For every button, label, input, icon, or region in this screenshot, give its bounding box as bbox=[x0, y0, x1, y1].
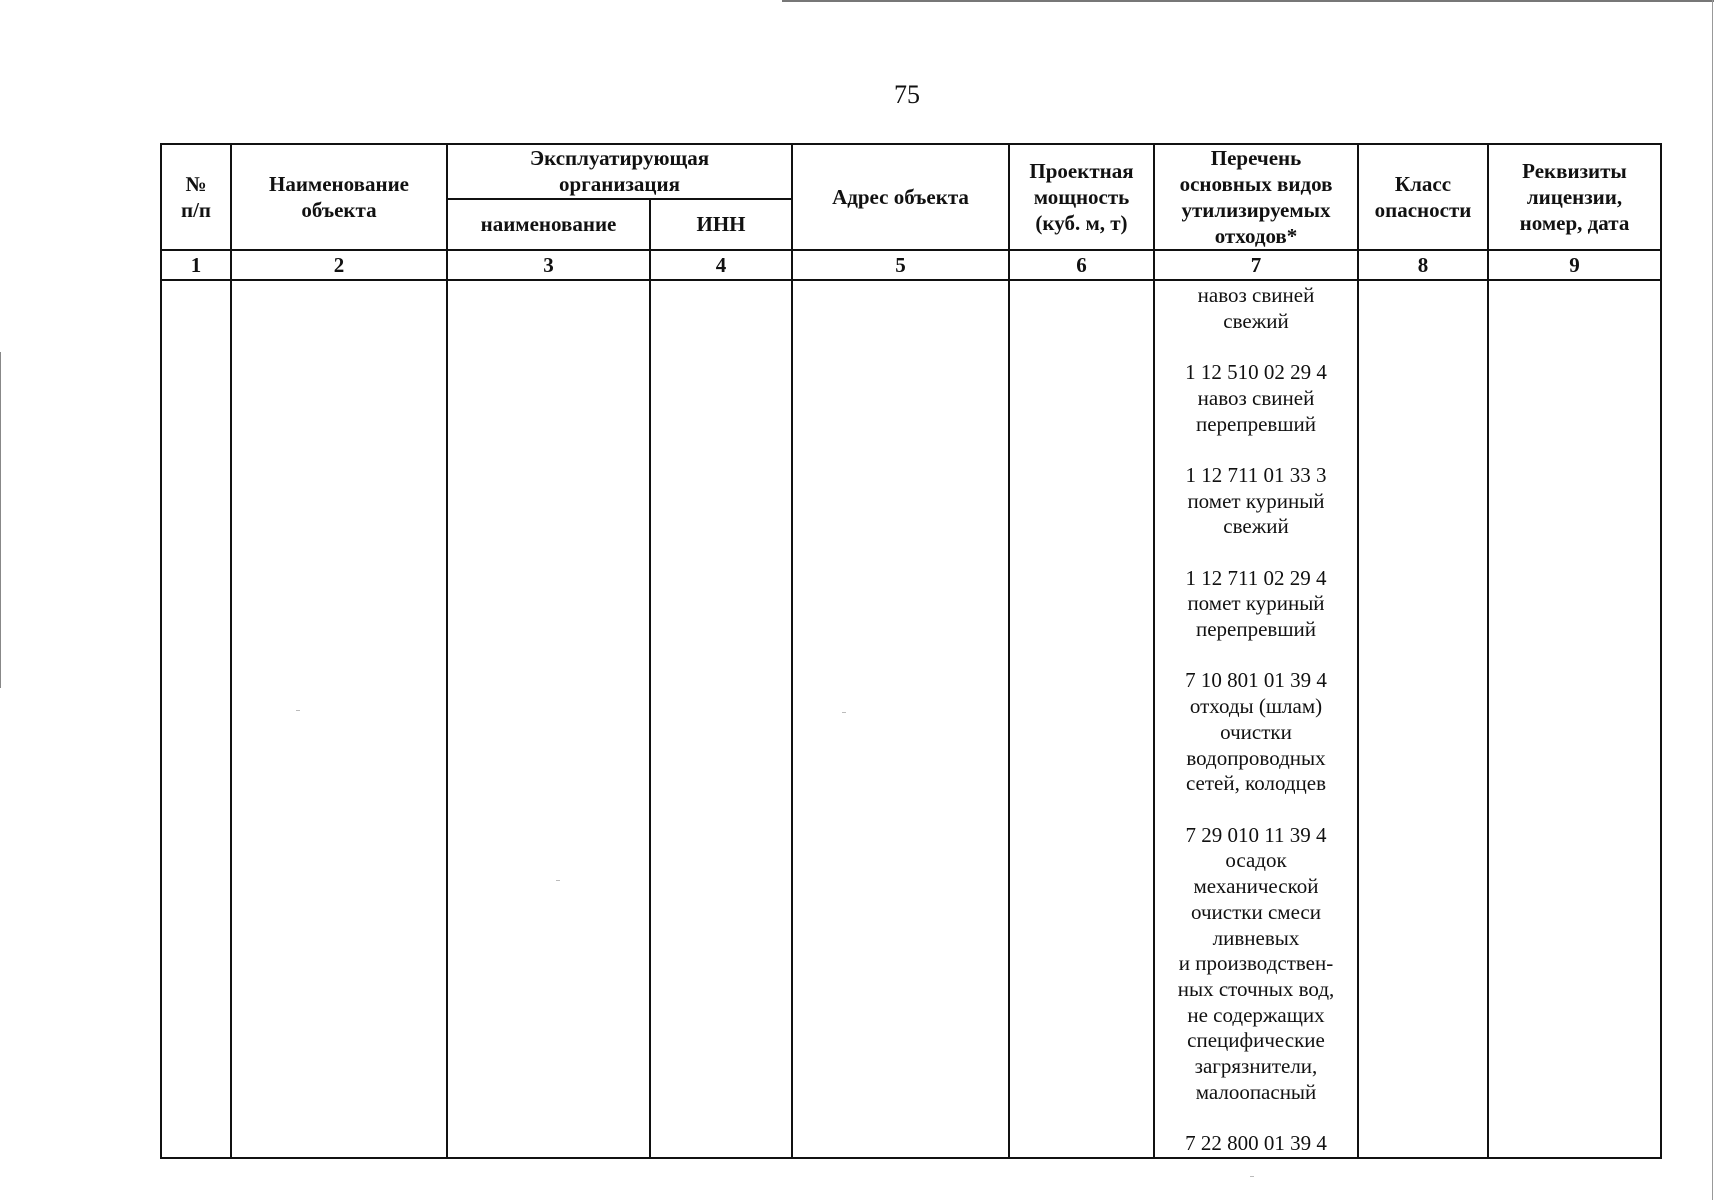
waste-entry-line: 1 12 711 02 29 4 bbox=[1185, 565, 1327, 590]
scan-edge-top bbox=[782, 0, 1714, 2]
column-number: 7 bbox=[1154, 250, 1358, 280]
waste-entry bbox=[1155, 1131, 1357, 1157]
waste-entry-line: свежий bbox=[1223, 514, 1289, 539]
column-number: 4 bbox=[650, 250, 792, 280]
scan-edge-left bbox=[0, 352, 1, 688]
cell-row-number bbox=[161, 280, 231, 1158]
waste-entry-line: 7 29 010 11 39 4 bbox=[1185, 822, 1327, 847]
waste-entry-line: механической bbox=[1193, 874, 1319, 899]
cell-license-details bbox=[1488, 280, 1661, 1158]
waste-entry-line: и производствен- bbox=[1178, 951, 1334, 976]
cell-org-inn bbox=[650, 280, 792, 1158]
waste-entry-line: навоз свиней bbox=[1197, 283, 1315, 307]
header-license-details: Реквизиты лицензии, номер, дата bbox=[1488, 144, 1661, 250]
scan-speck bbox=[556, 880, 560, 881]
waste-entry bbox=[1155, 668, 1357, 797]
cell-object-address bbox=[792, 280, 1009, 1158]
waste-entry bbox=[1155, 823, 1357, 1106]
waste-entry-line: свежий bbox=[1223, 308, 1289, 333]
header-operating-organization: Эксплуатирующая организация bbox=[447, 144, 792, 199]
waste-entry-line: помет куриный bbox=[1187, 488, 1325, 513]
waste-entry bbox=[1155, 283, 1357, 334]
waste-entry-line: малоопасный bbox=[1195, 1079, 1317, 1104]
waste-entry-line: водопроводных bbox=[1186, 745, 1326, 770]
waste-facility-table bbox=[160, 143, 1662, 1159]
column-number: 8 bbox=[1358, 250, 1488, 280]
waste-entry-line: осадок bbox=[1225, 848, 1287, 873]
waste-entry-line: 7 22 800 01 39 4 bbox=[1185, 1131, 1327, 1156]
scan-speck bbox=[1250, 1176, 1254, 1177]
header-org-name: наименование bbox=[447, 199, 650, 251]
header-row-number: № п/п bbox=[161, 144, 231, 250]
waste-entry-line: перепревший bbox=[1195, 411, 1316, 436]
scan-edge-right bbox=[1712, 0, 1713, 1200]
cell-hazard-class bbox=[1358, 280, 1488, 1158]
waste-entry-line: 1 12 510 02 29 4 bbox=[1185, 360, 1327, 385]
column-number: 5 bbox=[792, 250, 1009, 280]
column-number: 9 bbox=[1488, 250, 1661, 280]
scan-speck bbox=[842, 712, 846, 713]
header-waste-types: Перечень основных видов утилизируемых отходов* bbox=[1154, 144, 1358, 250]
page-number: 75 bbox=[894, 80, 920, 109]
waste-entry-line: отходы (шлам) bbox=[1189, 694, 1323, 719]
waste-entry-line: ных сточных вод, bbox=[1177, 976, 1335, 1001]
header-hazard-class: Класс опасности bbox=[1358, 144, 1488, 250]
waste-entry bbox=[1155, 463, 1357, 540]
cell-design-capacity bbox=[1009, 280, 1154, 1158]
waste-entry-line: очистки bbox=[1220, 719, 1292, 744]
waste-entry-line: специфические bbox=[1187, 1028, 1325, 1053]
cell-waste-types bbox=[1154, 280, 1358, 1158]
column-number: 2 bbox=[231, 250, 447, 280]
waste-entry-line: перепревший bbox=[1195, 617, 1316, 642]
column-number: 6 bbox=[1009, 250, 1154, 280]
scan-speck bbox=[296, 710, 300, 711]
waste-types-list bbox=[1155, 283, 1357, 1157]
header-design-capacity: Проектная мощность (куб. м, т) bbox=[1009, 144, 1154, 250]
waste-entry-line: навоз свиней bbox=[1197, 385, 1315, 410]
waste-entry bbox=[1155, 360, 1357, 437]
column-number: 3 bbox=[447, 250, 650, 280]
waste-entry-line: загрязнители, bbox=[1194, 1054, 1318, 1079]
waste-entry-line: 1 12 711 01 33 3 bbox=[1185, 462, 1327, 487]
header-object-address: Адрес объекта bbox=[792, 144, 1009, 250]
table-row bbox=[161, 280, 1661, 1158]
column-number: 1 bbox=[161, 250, 231, 280]
waste-entry-line: ливневых bbox=[1212, 925, 1300, 950]
waste-entry-line: сетей, колодцев bbox=[1185, 771, 1327, 796]
waste-entry bbox=[1155, 566, 1357, 643]
waste-entry-line: помет куриный bbox=[1187, 591, 1325, 616]
header-object-name: Наименование объекта bbox=[231, 144, 447, 250]
cell-object-name bbox=[231, 280, 447, 1158]
waste-entry-line: не содержащих bbox=[1187, 1002, 1325, 1027]
cell-org-name bbox=[447, 280, 650, 1158]
waste-entry-line: 7 10 801 01 39 4 bbox=[1185, 668, 1327, 693]
waste-entry-line: очистки смеси bbox=[1191, 899, 1321, 924]
header-org-inn: ИНН bbox=[650, 199, 792, 251]
